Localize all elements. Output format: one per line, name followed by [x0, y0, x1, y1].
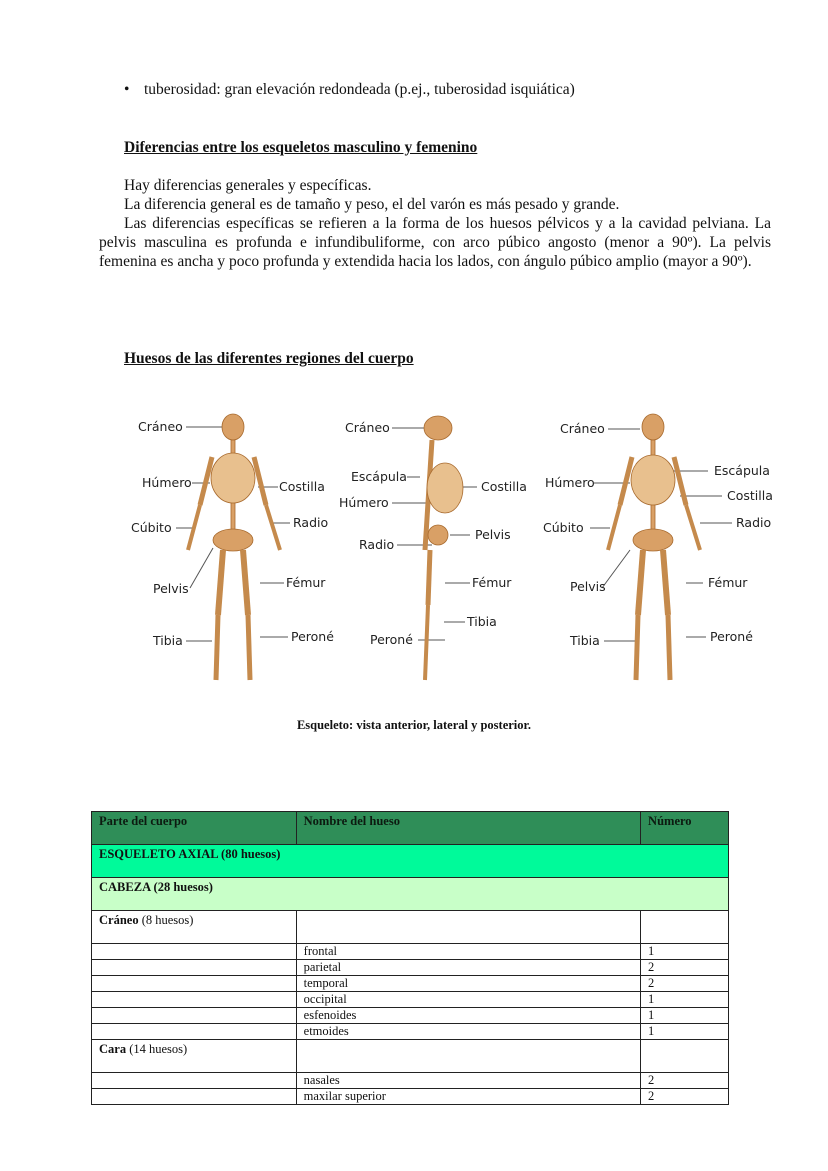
- paragraph: La diferencia general es de tamaño y peso, el del varón es más pesado y grande.: [124, 196, 620, 213]
- table-row: frontal 1: [92, 944, 729, 960]
- label-lateral-humero: Húmero: [339, 495, 389, 510]
- label-lateral-escapula: Escápula: [351, 469, 407, 484]
- label-posterior-humero: Húmero: [545, 475, 595, 490]
- skeleton-illustration: [120, 400, 790, 700]
- label-lateral-costilla: Costilla: [481, 479, 527, 494]
- label-posterior-pelvis: Pelvis: [570, 579, 606, 594]
- label-posterior-perone: Peroné: [710, 629, 753, 644]
- section-row-cabeza: [92, 878, 729, 911]
- section-axial-label: ESQUELETO AXIAL (80 huesos): [92, 845, 729, 878]
- group-row-cara: [92, 1040, 729, 1073]
- label-posterior-escapula: Escápula: [714, 463, 770, 478]
- table-row: occipital 1: [92, 992, 729, 1008]
- label-anterior-craneo: Cráneo: [138, 419, 183, 434]
- label-posterior-costilla: Costilla: [727, 488, 773, 503]
- label-anterior-cubito: Cúbito: [131, 520, 172, 535]
- paragraph: Las diferencias específicas se refieren a la forma de los huesos pélvicos y a la cavidad pelviana. La pelvis masculina es profunda e infundibuliforme, con arco púbico angosto (menor a 90º). La pelvis femenina es ancha y poco profunda y extendida hacia los lados, con ángulo púbico amplio (mayor a 90º).: [99, 215, 771, 270]
- section-heading-regions: Huesos de las diferentes regiones del cuerpo: [124, 350, 414, 367]
- section-heading-differences: Diferencias entre los esqueletos masculino y femenino: [124, 139, 478, 156]
- table-row: etmoides 1: [92, 1024, 729, 1040]
- table-row: parietal 2: [92, 960, 729, 976]
- figure-caption: Esqueleto: vista anterior, lateral y posterior.: [296, 718, 532, 732]
- label-posterior-femur: Fémur: [708, 575, 748, 590]
- label-lateral-tibia: Tibia: [467, 614, 497, 629]
- label-posterior-tibia: Tibia: [570, 633, 600, 648]
- label-anterior-pelvis: Pelvis: [153, 581, 189, 596]
- table-row: nasales 2: [92, 1073, 729, 1089]
- label-lateral-radio: Radio: [359, 537, 395, 552]
- header-nombre: Nombre del hueso: [296, 812, 640, 845]
- paragraph: Hay diferencias generales y específicas.: [124, 177, 372, 194]
- bullet-item: [124, 80, 575, 99]
- label-lateral-perone: Peroné: [370, 632, 413, 647]
- bullet-text: tuberosidad: gran elevación redondeada (p.ej., tuberosidad isquiática): [144, 81, 575, 98]
- section-row-axial: [92, 845, 729, 878]
- label-lateral-femur: Fémur: [472, 575, 512, 590]
- group-label: Cráneo (8 huesos): [92, 911, 297, 944]
- table-row: temporal 2: [92, 976, 729, 992]
- skeleton-figure: [120, 400, 790, 700]
- bones-table: [91, 811, 729, 1105]
- label-anterior-humero: Húmero: [142, 475, 192, 490]
- label-posterior-craneo: Cráneo: [560, 421, 605, 436]
- table-row: esfenoides 1: [92, 1008, 729, 1024]
- table-header-row: [92, 812, 729, 845]
- label-anterior-perone: Peroné: [291, 629, 334, 644]
- bullet-icon: •: [124, 81, 130, 98]
- label-anterior-radio: Radio: [293, 515, 329, 530]
- header-numero: Número: [641, 812, 729, 845]
- label-posterior-cubito: Cúbito: [543, 520, 584, 535]
- label-anterior-costilla: Costilla: [279, 479, 325, 494]
- table-row: maxilar superior 2: [92, 1089, 729, 1105]
- group-row-craneo: [92, 911, 729, 944]
- label-anterior-femur: Fémur: [286, 575, 326, 590]
- label-lateral-pelvis: Pelvis: [475, 527, 511, 542]
- label-posterior-radio: Radio: [736, 515, 772, 530]
- group-label: Cara (14 huesos): [92, 1040, 297, 1073]
- label-anterior-tibia: Tibia: [153, 633, 183, 648]
- header-parte: Parte del cuerpo: [92, 812, 297, 845]
- label-lateral-craneo: Cráneo: [345, 420, 390, 435]
- section-cabeza-label: CABEZA (28 huesos): [92, 878, 729, 911]
- differences-text: [99, 176, 771, 271]
